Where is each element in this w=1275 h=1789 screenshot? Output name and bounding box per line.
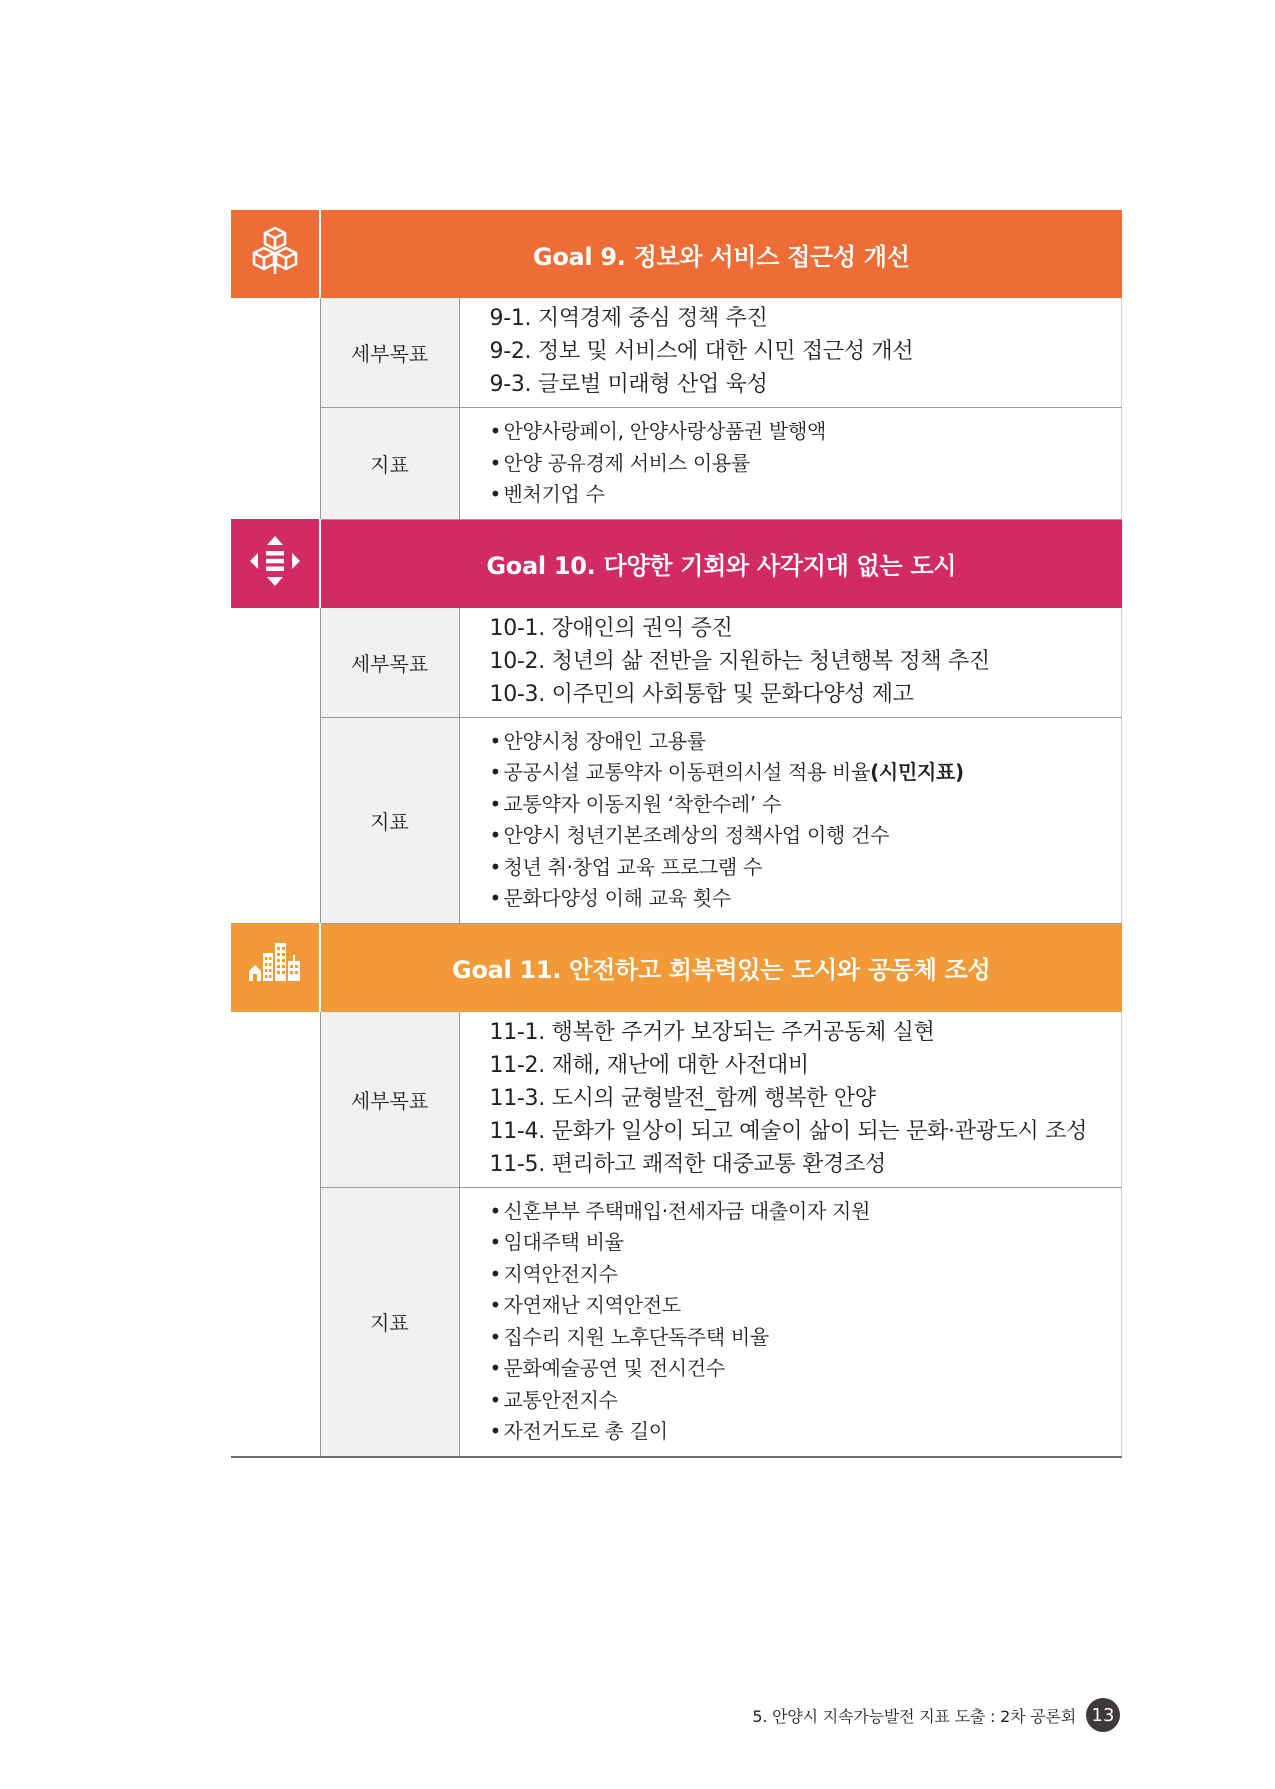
targets-list [460, 298, 1122, 407]
target-item: 11-4. 문화가 일상이 되고 예술이 삶이 되는 문화·관광도시 조성 [489, 1118, 1088, 1144]
indicator-item: • 집수리 지원 노후단독주택 비율 [489, 1324, 769, 1349]
target-item: 11-3. 도시의 균형발전_함께 행복한 안양 [489, 1085, 876, 1111]
indicator-item: • 지역안전지수 [489, 1261, 618, 1286]
indicator-item: • 안양 공유경제 서비스 이용률 [489, 450, 750, 475]
goal-11-indicators-row [231, 1187, 1122, 1457]
goal-11-header [231, 923, 1122, 1012]
indicators-label: 지표 [320, 408, 459, 520]
goal-9-indicators-row [231, 408, 1122, 520]
target-item: 10-1. 장애인의 권익 증진 [489, 615, 733, 641]
indicators-list [460, 1188, 1122, 1456]
page-number: 13 [1086, 1698, 1120, 1732]
targets-label: 세부목표 [320, 608, 459, 718]
indicator-item: • 신혼부부 주택매입·전세자금 대출이자 지원 [489, 1198, 871, 1223]
target-item: 11-2. 재해, 재난에 대한 사전대비 [489, 1052, 809, 1078]
target-item: 9-2. 정보 및 서비스에 대한 시민 접근성 개선 [489, 339, 914, 364]
indicator-item: • 공공시설 교통약자 이동편의시설 적용 비율(시민지표) [489, 760, 964, 784]
target-item: 11-5. 편리하고 쾌적한 대중교통 환경조성 [489, 1151, 886, 1177]
goal-9-targets-row [231, 298, 1122, 408]
goal-10-icon-cell [231, 519, 320, 608]
indicators-list [460, 408, 1122, 519]
indicator-item: • 자연재난 지역안전도 [489, 1293, 681, 1317]
goal-11-icon-cell [231, 923, 320, 1012]
target-item: 10-3. 이주민의 사회통합 및 문화다양성 제고 [489, 681, 914, 707]
indicators-list [460, 718, 1122, 923]
indicator-item: • 문화예술공연 및 전시건수 [489, 1356, 725, 1380]
indicators-label: 지표 [320, 1187, 459, 1457]
targets-list [460, 608, 1122, 717]
goal-9-title: Goal 9. 정보와 서비스 접근성 개선 [320, 210, 1122, 298]
city-buildings-icon [247, 937, 303, 993]
indicator-item: • 교통약자 이동지원 ‘착한수레’ 수 [489, 791, 782, 816]
sdg-goals-table [231, 210, 1122, 1458]
goal-10-targets-row [231, 608, 1122, 718]
indicator-item: • 안양사랑페이, 안양사랑상품권 발행액 [489, 419, 826, 443]
goal-9-icon-cell [231, 210, 320, 298]
goal-9-header [231, 210, 1122, 298]
target-item: 9-3. 글로벌 미래형 산업 육성 [489, 372, 768, 397]
indicator-item: • 교통안전지수 [489, 1387, 618, 1412]
footer-section-title: 5. 안양시 지속가능발전 지표 도출 : 2차 공론회 [752, 1706, 1076, 1726]
targets-label: 세부목표 [320, 1012, 459, 1188]
indicators-label: 지표 [320, 717, 459, 923]
page-footer [640, 1697, 1120, 1733]
targets-label: 세부목표 [320, 298, 459, 408]
target-item: 10-2. 청년의 삶 전반을 지원하는 청년행복 정책 추진 [489, 648, 990, 674]
indicator-item: • 문화다양성 이해 교육 횟수 [489, 886, 731, 910]
goal-10-header [231, 519, 1122, 608]
indicator-item: • 안양시청 장애인 고용률 [489, 728, 706, 753]
indicator-item: • 벤처기업 수 [489, 482, 605, 506]
goal-11-title: Goal 11. 안전하고 회복력있는 도시와 공동체 조성 [320, 923, 1122, 1012]
cubes-icon [247, 224, 303, 280]
goal-10-indicators-row [231, 717, 1122, 923]
target-item: 9-1. 지역경제 중심 정책 추진 [489, 306, 768, 331]
targets-list [460, 1012, 1122, 1187]
goal-10-title: Goal 10. 다양한 기회와 사각지대 없는 도시 [320, 519, 1122, 608]
indicator-item: • 임대주택 비율 [489, 1230, 624, 1254]
citizen-indicator-tag: (시민지표) [870, 760, 964, 784]
equality-arrows-icon [247, 533, 303, 589]
indicator-item: • 청년 취·창업 교육 프로그램 수 [489, 854, 763, 879]
indicator-item: • 자전거도로 총 길이 [489, 1419, 668, 1443]
indicator-item: • 안양시 청년기본조례상의 정책사업 이행 건수 [489, 823, 890, 847]
goal-11-targets-row [231, 1012, 1122, 1188]
target-item: 11-1. 행복한 주거가 보장되는 주거공동체 실현 [489, 1019, 935, 1045]
